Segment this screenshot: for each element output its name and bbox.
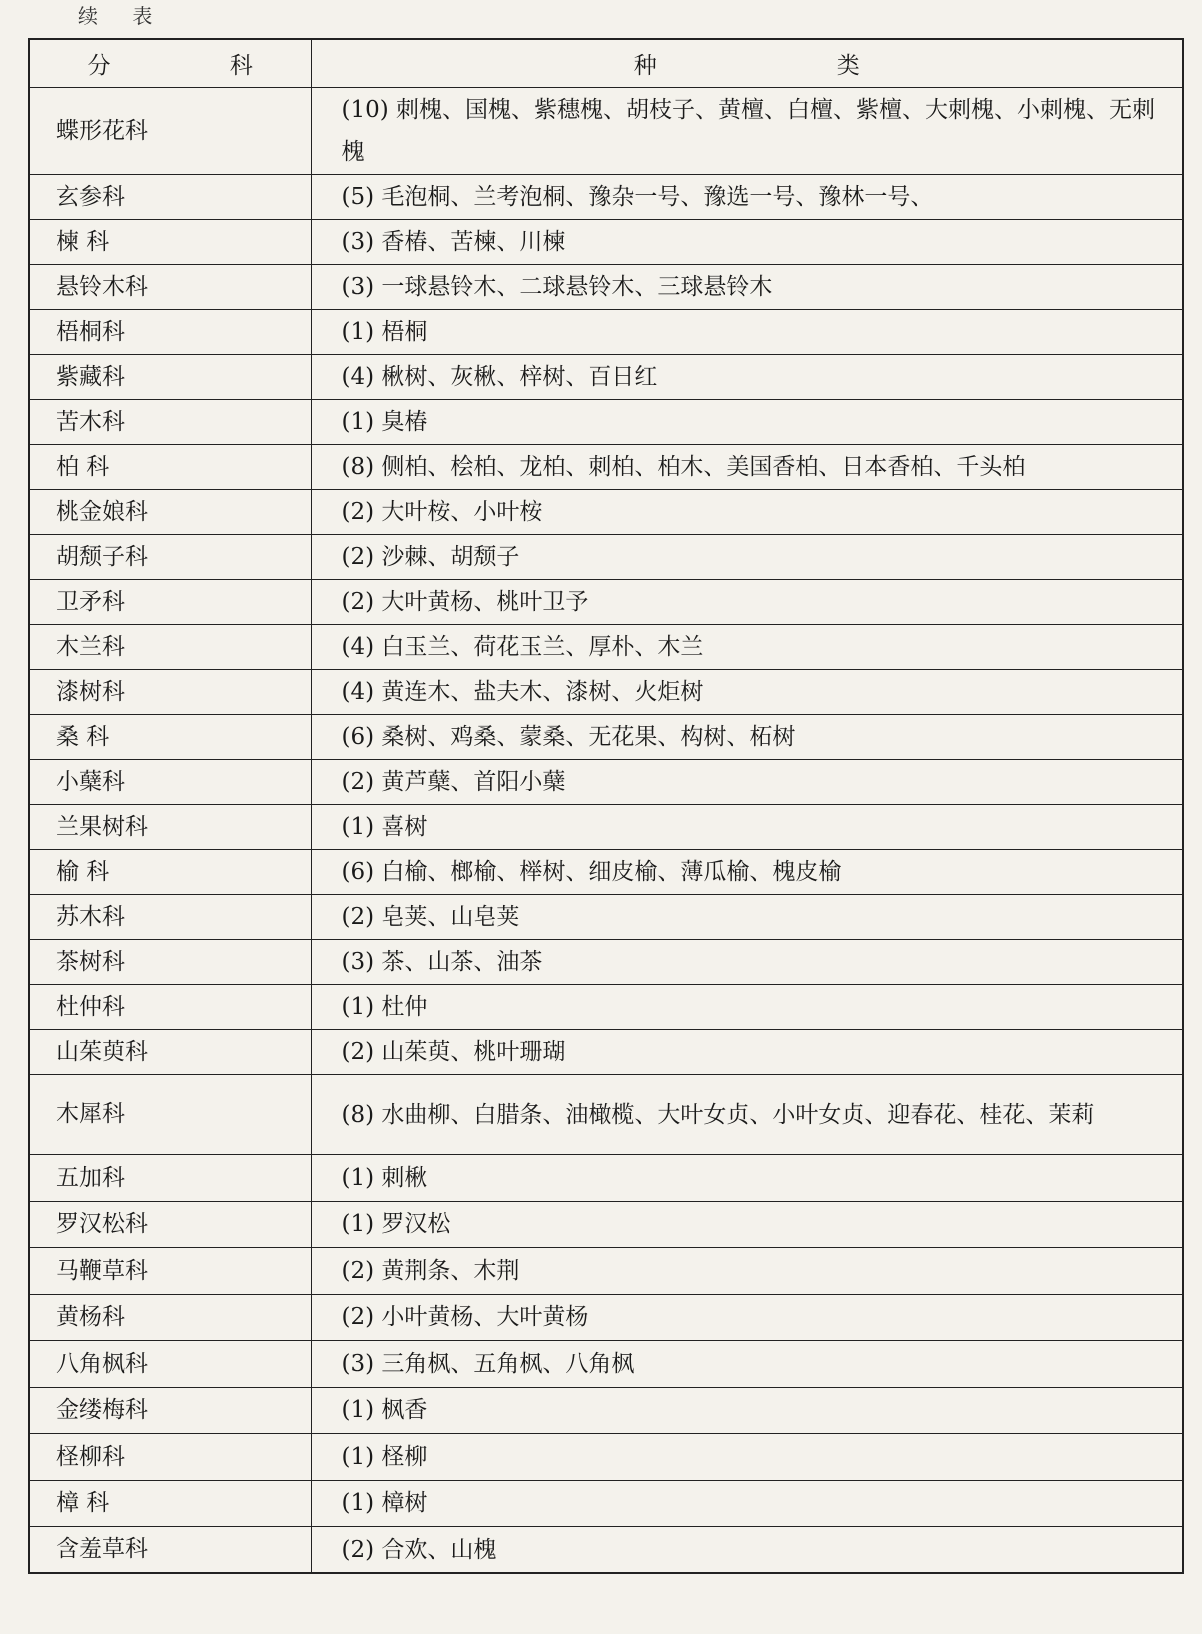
table-row (29, 490, 1183, 535)
species-cell: (4) 黄连木、盐夫木、漆树、火炬树 (311, 670, 1183, 715)
table-row (29, 1434, 1183, 1481)
species-cell: (8) 水曲柳、白腊条、油橄榄、大叶女贞、小叶女贞、迎春花、桂花、茉莉 (311, 1075, 1183, 1155)
table-row (29, 580, 1183, 625)
table-row (29, 760, 1183, 805)
family-cell: 榆 科 (29, 850, 311, 895)
table-row (29, 1341, 1183, 1388)
species-cell: (1) 樟树 (311, 1480, 1183, 1527)
species-cell: (4) 楸树、灰楸、梓树、百日红 (311, 355, 1183, 400)
table-row (29, 1248, 1183, 1295)
family-cell: 兰果树科 (29, 805, 311, 850)
table-row (29, 715, 1183, 760)
family-cell: 苏木科 (29, 895, 311, 940)
species-cell: (3) 茶、山茶、油茶 (311, 940, 1183, 985)
header-species-a: 种 (633, 53, 657, 79)
family-cell: 柽柳科 (29, 1434, 311, 1481)
species-cell: (1) 罗汉松 (311, 1201, 1183, 1248)
table-body (29, 88, 1183, 1574)
species-cell: (2) 合欢、山槐 (311, 1527, 1183, 1574)
species-cell: (5) 毛泡桐、兰考泡桐、豫杂一号、豫选一号、豫林一号、 (311, 175, 1183, 220)
family-cell: 胡颓子科 (29, 535, 311, 580)
table-row (29, 895, 1183, 940)
species-cell: (2) 大叶黄杨、桃叶卫予 (311, 580, 1183, 625)
family-cell: 柏 科 (29, 445, 311, 490)
table-row (29, 1527, 1183, 1574)
family-cell: 小蘖科 (29, 760, 311, 805)
species-cell: (2) 小叶黄杨、大叶黄杨 (311, 1294, 1183, 1341)
table-row (29, 670, 1183, 715)
species-cell: (2) 山茱萸、桃叶珊瑚 (311, 1030, 1183, 1075)
species-cell: (1) 柽柳 (311, 1434, 1183, 1481)
family-cell: 山茱萸科 (29, 1030, 311, 1075)
table-row (29, 88, 1183, 175)
family-cell: 樟 科 (29, 1480, 311, 1527)
table-row (29, 445, 1183, 490)
header-row (29, 39, 1183, 88)
family-cell: 苦木科 (29, 400, 311, 445)
table-row (29, 535, 1183, 580)
family-cell: 金缕梅科 (29, 1387, 311, 1434)
species-cell: (8) 侧柏、桧柏、龙柏、刺柏、柏木、美国香柏、日本香柏、千头柏 (311, 445, 1183, 490)
species-cell: (4) 白玉兰、荷花玉兰、厚朴、木兰 (311, 625, 1183, 670)
table-row (29, 1075, 1183, 1155)
species-table (28, 38, 1184, 1574)
family-cell: 玄参科 (29, 175, 311, 220)
species-cell: (6) 桑树、鸡桑、蒙桑、无花果、构树、柘树 (311, 715, 1183, 760)
family-cell: 桑 科 (29, 715, 311, 760)
family-cell: 罗汉松科 (29, 1201, 311, 1248)
family-cell: 木兰科 (29, 625, 311, 670)
family-cell: 漆树科 (29, 670, 311, 715)
family-cell: 茶树科 (29, 940, 311, 985)
table-row (29, 1201, 1183, 1248)
species-cell: (1) 梧桐 (311, 310, 1183, 355)
table-row (29, 310, 1183, 355)
continued-label: 续 表 (78, 4, 167, 28)
family-cell: 卫矛科 (29, 580, 311, 625)
table-row (29, 1387, 1183, 1434)
species-cell: (6) 白榆、榔榆、榉树、细皮榆、薄瓜榆、槐皮榆 (311, 850, 1183, 895)
table-row (29, 400, 1183, 445)
table-row (29, 220, 1183, 265)
family-cell: 蝶形花科 (29, 88, 311, 175)
table-row (29, 1030, 1183, 1075)
species-cell: (1) 刺楸 (311, 1155, 1183, 1202)
family-cell: 楝 科 (29, 220, 311, 265)
species-cell: (2) 黄荆条、木荆 (311, 1248, 1183, 1295)
species-cell: (10) 刺槐、国槐、紫穗槐、胡枝子、黄檀、白檀、紫檀、大刺槐、小刺槐、无刺槐 (311, 88, 1183, 175)
family-cell: 悬铃木科 (29, 265, 311, 310)
family-cell: 含羞草科 (29, 1527, 311, 1574)
table-row (29, 175, 1183, 220)
species-cell: (1) 杜仲 (311, 985, 1183, 1030)
species-cell: (2) 黄芦蘖、首阳小蘖 (311, 760, 1183, 805)
species-cell: (2) 皂荚、山皂荚 (311, 895, 1183, 940)
table-row (29, 850, 1183, 895)
family-cell: 黄杨科 (29, 1294, 311, 1341)
species-cell: (3) 三角枫、五角枫、八角枫 (311, 1341, 1183, 1388)
species-cell: (1) 喜树 (311, 805, 1183, 850)
header-species-b: 类 (836, 53, 860, 79)
table-row (29, 355, 1183, 400)
family-cell: 桃金娘科 (29, 490, 311, 535)
species-cell: (2) 沙棘、胡颓子 (311, 535, 1183, 580)
family-cell: 马鞭草科 (29, 1248, 311, 1295)
species-cell: (2) 大叶桉、小叶桉 (311, 490, 1183, 535)
table-row (29, 1155, 1183, 1202)
table-row (29, 1294, 1183, 1341)
table-row (29, 940, 1183, 985)
table-row (29, 805, 1183, 850)
species-cell: (1) 臭椿 (311, 400, 1183, 445)
species-cell: (1) 枫香 (311, 1387, 1183, 1434)
family-cell: 八角枫科 (29, 1341, 311, 1388)
species-cell: (3) 香椿、苦楝、川楝 (311, 220, 1183, 265)
header-family: 分 科 (29, 39, 311, 88)
family-cell: 紫藏科 (29, 355, 311, 400)
table-row (29, 625, 1183, 670)
table-row (29, 1480, 1183, 1527)
table-row (29, 265, 1183, 310)
header-species (311, 39, 1183, 88)
species-cell: (3) 一球悬铃木、二球悬铃木、三球悬铃木 (311, 265, 1183, 310)
family-cell: 五加科 (29, 1155, 311, 1202)
family-cell: 梧桐科 (29, 310, 311, 355)
family-cell: 杜仲科 (29, 985, 311, 1030)
family-cell: 木犀科 (29, 1075, 311, 1155)
table-row (29, 985, 1183, 1030)
